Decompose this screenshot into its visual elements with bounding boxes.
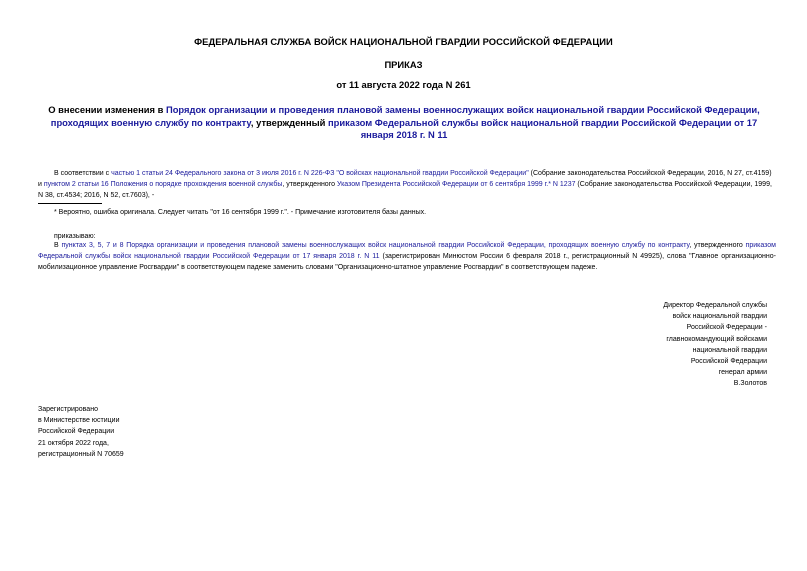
doc-type-heading: ПРИКАЗ	[384, 59, 423, 70]
signature-line: Директор Федеральной службы	[663, 302, 767, 309]
body-text-3: (зарегистрирован Минюстом России 6 февраля 2018 г., регистрационный N 49925), слова "Главное организационно-мобилизационное управление Росгвардии" в соответствующем падеже заменить словами "Организационно-штатное управление Росгвардии" в соответствующем падеже.	[38, 253, 776, 272]
footnote: * Вероятно, ошибка оригинала. Следует читать "от 16 сентября 1999 г.". - Примечание изготовителя базы данных.	[54, 209, 427, 216]
preamble-text-2: (Собрание законодательства Российской Федерации, 2016, N 27, ст.4159) и	[38, 170, 772, 189]
title-text-2: , утвержденный	[250, 116, 329, 128]
preamble-text-3: , утвержденного	[282, 181, 337, 189]
preamble-link-regulation[interactable]: пунктом 2 статьи 16 Положения о порядке прохождения военной службы	[43, 181, 283, 189]
document-title	[34, 104, 774, 142]
registration-line: регистрационный N 70659	[38, 450, 124, 458]
agency-heading: ФЕДЕРАЛЬНАЯ СЛУЖБА ВОЙСК НАЦИОНАЛЬНОЙ ГВАРДИИ РОССИЙСКОЙ ФЕДЕРАЦИИ	[194, 36, 613, 47]
preamble-link-presidential-decree[interactable]: Указом Президента Российской Федерации от 6 сентября 1999 г.* N 1237	[336, 181, 576, 189]
registration-line: в Министерстве юстиции	[38, 417, 120, 425]
signature-line: генерал армии	[718, 369, 767, 377]
registration-line: 21 октября 2022 года,	[38, 439, 109, 447]
registration-block	[38, 404, 238, 460]
preamble-text-1: В соответствии с	[54, 170, 112, 177]
preamble-link-law[interactable]: частью 1 статьи 24 Федерального закона от 3 июля 2016 г. N 226-ФЗ "О войсках национальной гвардии Российской Федерации"	[111, 170, 529, 177]
body-paragraph	[38, 240, 776, 274]
signature-line: главнокомандующий войсками	[666, 335, 767, 343]
title-text-1: О внесении изменения в	[48, 104, 166, 115]
title-link-decree[interactable]: приказом Федеральной службы войск национальной гвардии Российской Федерации от 17 января 2018 г. N 11	[328, 116, 758, 141]
signature-line: национальной гвардии	[692, 346, 767, 354]
signature-name: В.Золотов	[733, 380, 767, 388]
body-link-points[interactable]: пунктах 3, 5, 7 и 8 Порядка организации и проведения плановой замены военнослужащих войск национальной гвардии Российской Федерации, проходящих военную службу по контракту	[61, 242, 690, 249]
title-link-order[interactable]: Порядок организации и проведения плановой замены военнослужащих войск национальной гвардии Российской Федерации, проходящих военную службу по контракту	[50, 104, 760, 128]
order-word: приказываю:	[54, 233, 96, 240]
footnote-divider	[38, 203, 102, 204]
registration-line: Зарегистрировано	[38, 406, 98, 413]
body-text-2: , утвержденного	[689, 242, 746, 249]
preamble-paragraph	[38, 168, 776, 202]
preamble-text-4: (Собрание законодательства Российской Федерации, 1999, N 38, ст.4534; 2016, N 52, ст.7603), -	[38, 181, 772, 200]
signature-line: войск национальной гвардии	[672, 313, 767, 321]
signature-line: Российской Федерации	[690, 358, 767, 366]
body-text-1: В	[54, 242, 62, 249]
registration-line: Российской Федерации	[38, 428, 115, 436]
signature-line: Российской Федерации -	[686, 324, 767, 332]
date-number-heading: от 11 августа 2022 года N 261	[336, 79, 471, 90]
signature-block	[627, 300, 767, 390]
body-link-decree[interactable]: приказом Федеральной службы войск национальной гвардии Российской Федерации от 17 января 2018 г. N 11	[38, 242, 776, 261]
